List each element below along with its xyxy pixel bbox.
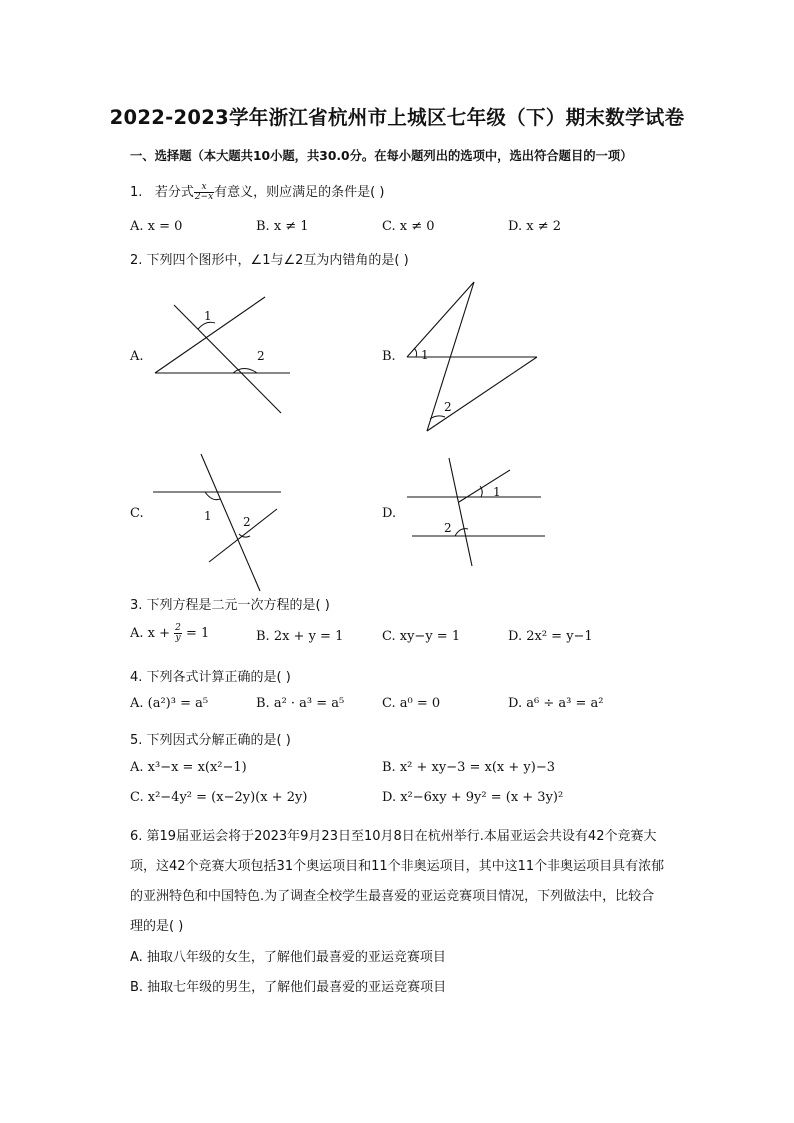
q4-option-d: D. a⁶ ÷ a³ = a²: [508, 696, 604, 711]
figure-c-angle-1: 1: [204, 509, 212, 523]
figure-d-angle-2: 2: [444, 521, 452, 535]
question-1-number: 1.: [130, 185, 143, 200]
q4-option-b: B. a² · a³ = a⁵: [256, 696, 345, 711]
q6-option-a: A. 抽取八年级的女生，了解他们最喜爱的亚运竞赛项目: [130, 950, 446, 965]
question-1-pre: 若分式: [154, 185, 194, 200]
figure-d: [407, 458, 545, 566]
q2-option-a-label: A.: [130, 349, 144, 364]
fraction-denominator: y: [175, 633, 181, 643]
q1-option-b: B. x ≠ 1: [256, 219, 309, 234]
figure-d-angle-1: 1: [493, 485, 501, 499]
q3-option-a-fraction: [174, 624, 182, 643]
q5-option-d: D. x²−6xy + 9y² = (x + 3y)²: [382, 790, 564, 805]
figure-b: [407, 282, 537, 431]
question-2: 2. 下列四个图形中，∠1与∠2互为内错角的是( ): [130, 253, 409, 268]
question-1-post: 有意义，则应满足的条件是( ): [214, 185, 385, 200]
question-4: 4. 下列各式计算正确的是( ): [130, 670, 291, 685]
figure-c: [153, 454, 281, 591]
fraction-numerator: 2: [175, 623, 181, 633]
fraction-denominator: 2−x: [194, 192, 214, 202]
figure-c-angle-2: 2: [243, 515, 251, 529]
q5-option-c: C. x²−4y² = (x−2y)(x + 2y): [130, 790, 308, 805]
q3-option-b: B. 2x + y = 1: [256, 629, 344, 644]
q3-option-a-pre: A. x +: [130, 626, 175, 641]
figure-a-angle-2: 2: [257, 349, 265, 363]
figure-a: [155, 297, 290, 413]
q1-option-c: C. x ≠ 0: [382, 219, 435, 234]
question-6-line-4: 理的是( ): [130, 919, 184, 934]
fraction-numerator: x: [194, 183, 214, 193]
q6-option-b: B. 抽取七年级的男生，了解他们最喜爱的亚运竞赛项目: [130, 980, 447, 995]
q2-option-b-label: B.: [382, 349, 396, 364]
q2-option-d-label: D.: [382, 506, 397, 521]
figure-b-angle-1: 1: [421, 348, 429, 362]
q3-option-c: C. xy−y = 1: [382, 629, 461, 644]
figure-b-angle-2: 2: [444, 400, 452, 414]
q2-option-c-label: C.: [130, 506, 144, 521]
question-6-line-3: 的亚洲特色和中国特色.为了调查全校学生最喜爱的亚运竞赛项目情况，下列做法中，比较合: [130, 889, 655, 904]
figure-a-angle-1: 1: [204, 309, 212, 323]
q3-option-a-post: = 1: [181, 626, 210, 641]
q5-option-a: A. x³−x = x(x²−1): [130, 760, 247, 775]
question-3: 3. 下列方程是二元一次方程的是( ): [130, 598, 330, 613]
q1-option-d: D. x ≠ 2: [508, 219, 561, 234]
q1-option-a: A. x = 0: [130, 219, 183, 234]
page-title: 2022-2023学年浙江省杭州市上城区七年级（下）期末数学试卷: [109, 106, 685, 129]
q3-option-a: [130, 624, 209, 643]
section-heading: 一、选择题（本大题共10小题，共30.0分。在每小题列出的选项中，选出符合题目的一项）: [130, 149, 633, 163]
q3-option-d: D. 2x² = y−1: [508, 629, 593, 644]
question-5: 5. 下列因式分解正确的是( ): [130, 733, 291, 748]
q4-option-a: A. (a²)³ = a⁵: [130, 696, 209, 711]
question-6-line-2: 项，这42个竞赛大项包括31个奥运项目和11个非奥运项目，其中这11个非奥运项目具有浓郁: [130, 859, 665, 874]
q4-option-c: C. a⁰ = 0: [382, 696, 441, 711]
question-6-line-1: 6. 第19届亚运会将于2023年9月23日至10月8日在杭州举行.本届亚运会共设有42个竞赛大: [130, 829, 657, 844]
q5-option-b: B. x² + xy−3 = x(x + y)−3: [382, 760, 555, 775]
